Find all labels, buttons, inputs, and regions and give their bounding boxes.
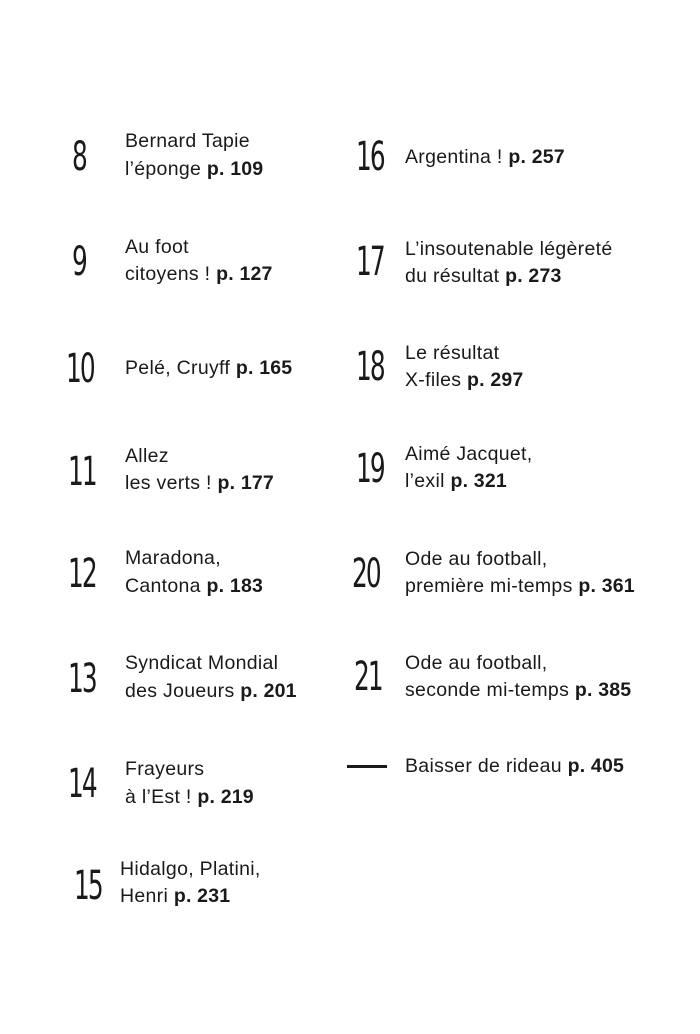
chapter-title-line1: Syndicat Mondial bbox=[125, 652, 279, 674]
chapter-title-line2: à l’Est ! p. 219 bbox=[125, 786, 254, 808]
chapter-title-line2: les verts ! p. 177 bbox=[125, 472, 274, 494]
page-reference: p. 385 bbox=[574, 679, 632, 701]
chapter-title-line2: l’éponge p. 109 bbox=[125, 158, 264, 180]
chapter-title-line2: citoyens ! p. 127 bbox=[125, 263, 273, 285]
chapter-title-line1: L’insoutenable légèreté bbox=[405, 238, 613, 260]
chapter-number: 21 bbox=[354, 654, 382, 700]
chapter-title-line2: Baisser de rideau p. 405 bbox=[405, 755, 625, 777]
chapter-number: 18 bbox=[356, 344, 384, 390]
page-reference: p. 257 bbox=[508, 146, 565, 168]
chapter-title-line2: du résultat p. 273 bbox=[405, 265, 562, 287]
chapter-number: 9 bbox=[72, 239, 86, 285]
chapter-number: 16 bbox=[356, 134, 384, 180]
page-reference: p. 109 bbox=[206, 158, 264, 180]
chapter-title-line1: Ode au football, bbox=[405, 548, 548, 570]
chapter-title-line2: première mi-temps p. 361 bbox=[405, 575, 635, 597]
chapter-title-line1: Bernard Tapie bbox=[125, 130, 250, 152]
page-reference: p. 165 bbox=[235, 357, 293, 379]
chapter-title-line1: Maradona, bbox=[125, 547, 221, 569]
chapter-title-line2: Cantona p. 183 bbox=[125, 575, 264, 597]
chapter-number: 15 bbox=[74, 863, 102, 909]
dash-marker bbox=[347, 765, 387, 768]
page-reference: p. 321 bbox=[450, 470, 507, 492]
chapter-title-line1: Allez bbox=[125, 445, 169, 467]
page-reference: p. 405 bbox=[567, 755, 625, 777]
chapter-title-line1: Le résultat bbox=[405, 342, 500, 364]
chapter-number: 10 bbox=[66, 346, 94, 392]
chapter-number: 17 bbox=[356, 239, 384, 285]
page-reference: p. 273 bbox=[505, 265, 562, 287]
chapter-title-line1: Frayeurs bbox=[125, 758, 205, 780]
chapter-title-line2: Argentina ! p. 257 bbox=[405, 146, 565, 168]
chapter-number: 13 bbox=[68, 656, 96, 702]
chapter-title-line1: Au foot bbox=[125, 236, 189, 258]
chapter-title-line2: seconde mi-temps p. 385 bbox=[405, 679, 632, 701]
chapter-number: 11 bbox=[68, 449, 96, 495]
chapter-number: 8 bbox=[72, 134, 86, 180]
page-reference: p. 219 bbox=[197, 786, 254, 808]
chapter-number: 20 bbox=[352, 551, 380, 597]
chapter-title-line2: Pelé, Cruyff p. 165 bbox=[125, 357, 293, 379]
page-reference: p. 183 bbox=[206, 575, 264, 597]
chapter-title-line2: l’exil p. 321 bbox=[405, 470, 507, 492]
chapter-title-line1: Ode au football, bbox=[405, 652, 548, 674]
chapter-number: 14 bbox=[68, 761, 96, 807]
chapter-number: 19 bbox=[356, 446, 384, 492]
page-reference: p. 127 bbox=[216, 263, 273, 285]
chapter-title-line2: des Joueurs p. 201 bbox=[125, 680, 297, 702]
page-reference: p. 201 bbox=[240, 680, 297, 702]
chapter-title-line2: X-files p. 297 bbox=[405, 369, 524, 391]
chapter-title-line2: Henri p. 231 bbox=[120, 885, 231, 907]
page-reference: p. 297 bbox=[467, 369, 524, 391]
page-reference: p. 177 bbox=[217, 472, 274, 494]
page-reference: p. 231 bbox=[173, 885, 231, 907]
chapter-title-line1: Aimé Jacquet, bbox=[405, 443, 533, 465]
page-reference: p. 361 bbox=[578, 575, 635, 597]
chapter-title-line1: Hidalgo, Platini, bbox=[120, 858, 261, 880]
chapter-number: 12 bbox=[68, 551, 96, 597]
